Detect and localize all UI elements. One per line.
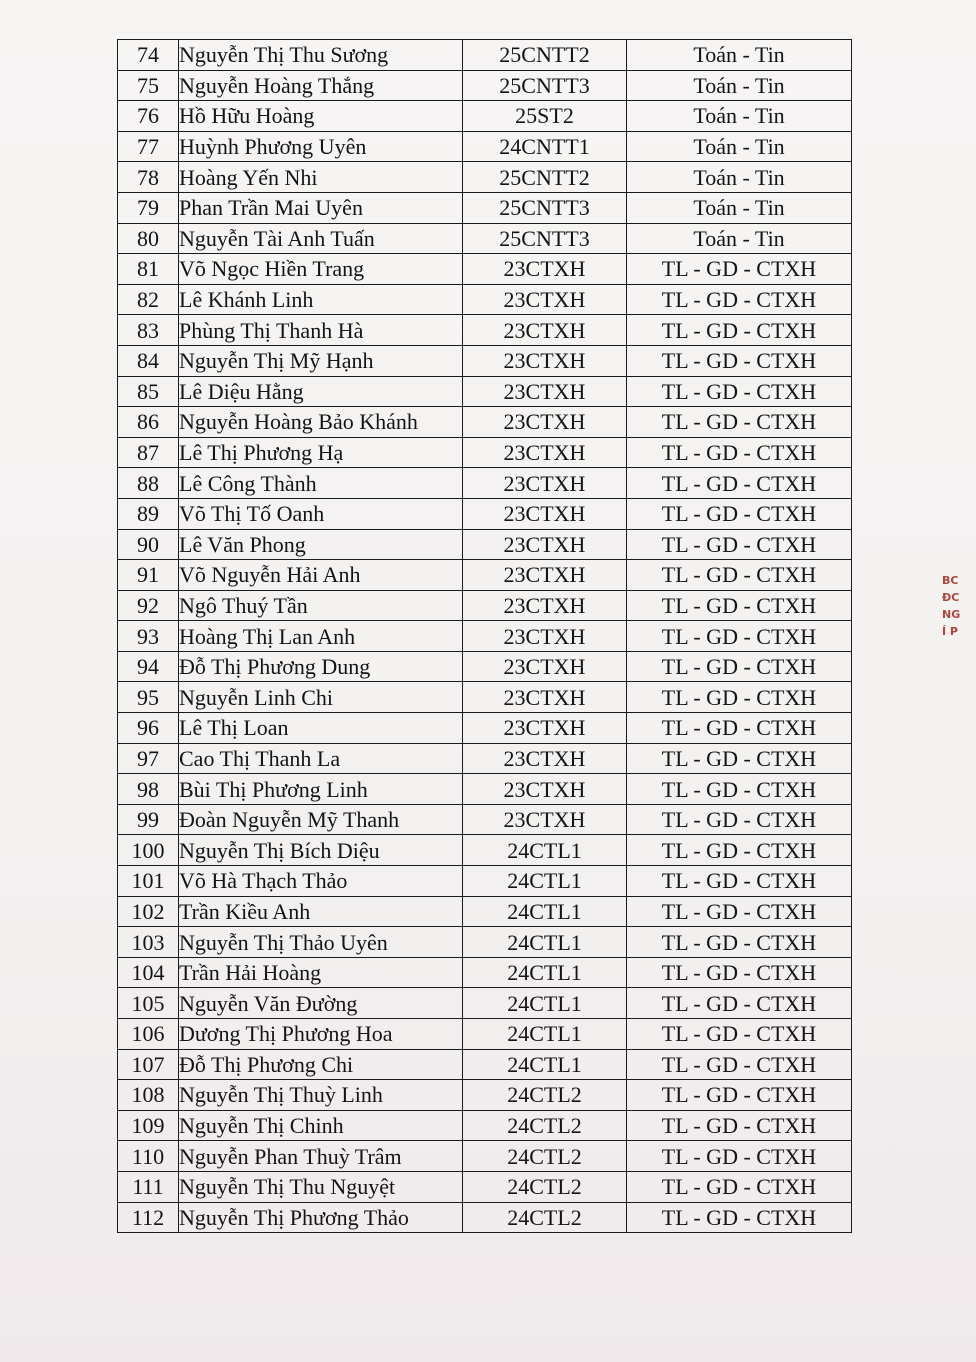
stt-cell: 104 (118, 957, 179, 988)
major-cell: TL - GD - CTXH (627, 621, 852, 652)
table-row (118, 407, 852, 438)
name-cell: Lê Khánh Linh (179, 284, 463, 315)
table-row (118, 345, 852, 376)
table-row (118, 529, 852, 560)
stt-cell: 82 (118, 284, 179, 315)
major-cell: Toán - Tin (627, 101, 852, 132)
class-cell: 24CTL2 (463, 1141, 627, 1172)
stt-cell: 80 (118, 223, 179, 254)
name-cell: Ngô Thuý Tần (179, 590, 463, 621)
table-row (118, 896, 852, 927)
table-row (118, 162, 852, 193)
stt-cell: 89 (118, 498, 179, 529)
major-cell: TL - GD - CTXH (627, 804, 852, 835)
stt-cell: 99 (118, 804, 179, 835)
major-cell: TL - GD - CTXH (627, 835, 852, 866)
major-cell: TL - GD - CTXH (627, 957, 852, 988)
major-cell: TL - GD - CTXH (627, 560, 852, 591)
table-row (118, 835, 852, 866)
stt-cell: 105 (118, 988, 179, 1019)
stt-cell: 92 (118, 590, 179, 621)
table-row (118, 101, 852, 132)
class-cell: 24CTL1 (463, 988, 627, 1019)
stt-cell: 94 (118, 651, 179, 682)
major-cell: TL - GD - CTXH (627, 1171, 852, 1202)
table-row (118, 866, 852, 897)
name-cell: Nguyễn Thị Mỹ Hạnh (179, 345, 463, 376)
class-cell: 23CTXH (463, 713, 627, 744)
stt-cell: 76 (118, 101, 179, 132)
stt-cell: 74 (118, 40, 179, 71)
class-cell: 24CTL1 (463, 896, 627, 927)
stt-cell: 106 (118, 1019, 179, 1050)
table-row (118, 192, 852, 223)
stt-cell: 86 (118, 407, 179, 438)
class-cell: 25CNTT2 (463, 40, 627, 71)
major-cell: TL - GD - CTXH (627, 1202, 852, 1233)
name-cell: Nguyễn Thị Thuỳ Linh (179, 1080, 463, 1111)
class-cell: 24CTL2 (463, 1080, 627, 1111)
class-cell: 23CTXH (463, 804, 627, 835)
stt-cell: 83 (118, 315, 179, 346)
table-row (118, 1171, 852, 1202)
name-cell: Nguyễn Thị Thu Sương (179, 40, 463, 71)
class-cell: 23CTXH (463, 774, 627, 805)
major-cell: TL - GD - CTXH (627, 651, 852, 682)
table-row (118, 713, 852, 744)
name-cell: Lê Thị Loan (179, 713, 463, 744)
name-cell: Lê Văn Phong (179, 529, 463, 560)
stt-cell: 79 (118, 192, 179, 223)
stt-cell: 90 (118, 529, 179, 560)
class-cell: 24CTL1 (463, 1019, 627, 1050)
major-cell: TL - GD - CTXH (627, 254, 852, 285)
stt-cell: 93 (118, 621, 179, 652)
table-row (118, 1080, 852, 1111)
class-cell: 24CTL1 (463, 957, 627, 988)
class-cell: 23CTXH (463, 529, 627, 560)
name-cell: Trần Kiều Anh (179, 896, 463, 927)
class-cell: 23CTXH (463, 590, 627, 621)
major-cell: TL - GD - CTXH (627, 927, 852, 958)
major-cell: TL - GD - CTXH (627, 529, 852, 560)
stt-cell: 85 (118, 376, 179, 407)
major-cell: Toán - Tin (627, 192, 852, 223)
major-cell: TL - GD - CTXH (627, 713, 852, 744)
name-cell: Nguyễn Thị Chinh (179, 1110, 463, 1141)
class-cell: 24CTL1 (463, 866, 627, 897)
table-row (118, 284, 852, 315)
table-row (118, 40, 852, 71)
name-cell: Lê Diệu Hằng (179, 376, 463, 407)
class-cell: 23CTXH (463, 468, 627, 499)
stt-cell: 110 (118, 1141, 179, 1172)
stt-cell: 97 (118, 743, 179, 774)
name-cell: Hồ Hữu Hoàng (179, 101, 463, 132)
stt-cell: 111 (118, 1171, 179, 1202)
major-cell: TL - GD - CTXH (627, 345, 852, 376)
major-cell: TL - GD - CTXH (627, 468, 852, 499)
table-row (118, 682, 852, 713)
student-table-body (118, 40, 852, 1233)
name-cell: Đỗ Thị Phương Chi (179, 1049, 463, 1080)
class-cell: 25CNTT2 (463, 162, 627, 193)
major-cell: Toán - Tin (627, 162, 852, 193)
name-cell: Phan Trần Mai Uyên (179, 192, 463, 223)
class-cell: 24CTL1 (463, 927, 627, 958)
class-cell: 23CTXH (463, 682, 627, 713)
table-row (118, 1019, 852, 1050)
major-cell: TL - GD - CTXH (627, 437, 852, 468)
major-cell: TL - GD - CTXH (627, 896, 852, 927)
major-cell: TL - GD - CTXH (627, 376, 852, 407)
stt-cell: 101 (118, 866, 179, 897)
class-cell: 23CTXH (463, 560, 627, 591)
table-row (118, 254, 852, 285)
stt-cell: 108 (118, 1080, 179, 1111)
table-row (118, 223, 852, 254)
name-cell: Đoàn Nguyễn Mỹ Thanh (179, 804, 463, 835)
class-cell: 24CNTT1 (463, 131, 627, 162)
major-cell: TL - GD - CTXH (627, 590, 852, 621)
table-row (118, 1202, 852, 1233)
major-cell: TL - GD - CTXH (627, 1141, 852, 1172)
name-cell: Võ Thị Tố Oanh (179, 498, 463, 529)
table-row (118, 315, 852, 346)
stt-cell: 112 (118, 1202, 179, 1233)
student-table (117, 39, 852, 1233)
name-cell: Dương Thị Phương Hoa (179, 1019, 463, 1050)
class-cell: 25CNTT3 (463, 70, 627, 101)
name-cell: Bùi Thị Phương Linh (179, 774, 463, 805)
name-cell: Nguyễn Phan Thuỳ Trâm (179, 1141, 463, 1172)
table-row (118, 743, 852, 774)
name-cell: Võ Ngọc Hiền Trang (179, 254, 463, 285)
class-cell: 25CNTT3 (463, 223, 627, 254)
stt-cell: 91 (118, 560, 179, 591)
major-cell: TL - GD - CTXH (627, 1019, 852, 1050)
class-cell: 25ST2 (463, 101, 627, 132)
name-cell: Nguyễn Thị Phương Thảo (179, 1202, 463, 1233)
stt-cell: 77 (118, 131, 179, 162)
class-cell: 23CTXH (463, 254, 627, 285)
class-cell: 23CTXH (463, 284, 627, 315)
major-cell: TL - GD - CTXH (627, 1110, 852, 1141)
stt-cell: 102 (118, 896, 179, 927)
class-cell: 23CTXH (463, 743, 627, 774)
name-cell: Lê Thị Phương Hạ (179, 437, 463, 468)
stamp-fragment-line: Í P (942, 625, 958, 638)
name-cell: Nguyễn Thị Bích Diệu (179, 835, 463, 866)
class-cell: 24CTL1 (463, 835, 627, 866)
major-cell: TL - GD - CTXH (627, 774, 852, 805)
table-row (118, 774, 852, 805)
stt-cell: 78 (118, 162, 179, 193)
table-row (118, 988, 852, 1019)
table-row (118, 131, 852, 162)
major-cell: TL - GD - CTXH (627, 866, 852, 897)
stamp-fragment-line: ĐC (942, 591, 960, 604)
major-cell: Toán - Tin (627, 40, 852, 71)
stt-cell: 95 (118, 682, 179, 713)
stt-cell: 87 (118, 437, 179, 468)
major-cell: Toán - Tin (627, 70, 852, 101)
stamp-fragment-line: BC (942, 574, 959, 587)
class-cell: 24CTL2 (463, 1171, 627, 1202)
class-cell: 23CTXH (463, 376, 627, 407)
table-row (118, 437, 852, 468)
name-cell: Nguyễn Văn Đường (179, 988, 463, 1019)
class-cell: 24CTL2 (463, 1202, 627, 1233)
table-row (118, 376, 852, 407)
major-cell: TL - GD - CTXH (627, 284, 852, 315)
major-cell: Toán - Tin (627, 131, 852, 162)
table-row (118, 651, 852, 682)
major-cell: TL - GD - CTXH (627, 407, 852, 438)
name-cell: Võ Hà Thạch Thảo (179, 866, 463, 897)
class-cell: 24CTL2 (463, 1110, 627, 1141)
name-cell: Nguyễn Thị Thu Nguyệt (179, 1171, 463, 1202)
table-row (118, 1110, 852, 1141)
name-cell: Lê Công Thành (179, 468, 463, 499)
major-cell: TL - GD - CTXH (627, 1049, 852, 1080)
major-cell: TL - GD - CTXH (627, 988, 852, 1019)
name-cell: Phùng Thị Thanh Hà (179, 315, 463, 346)
table-row (118, 70, 852, 101)
major-cell: TL - GD - CTXH (627, 682, 852, 713)
class-cell: 23CTXH (463, 621, 627, 652)
name-cell: Nguyễn Tài Anh Tuấn (179, 223, 463, 254)
name-cell: Hoàng Thị Lan Anh (179, 621, 463, 652)
stt-cell: 100 (118, 835, 179, 866)
stt-cell: 103 (118, 927, 179, 958)
stamp-fragment-line: NG (942, 608, 961, 621)
stt-cell: 81 (118, 254, 179, 285)
table-row (118, 1141, 852, 1172)
class-cell: 23CTXH (463, 315, 627, 346)
name-cell: Trần Hải Hoàng (179, 957, 463, 988)
class-cell: 24CTL1 (463, 1049, 627, 1080)
class-cell: 23CTXH (463, 437, 627, 468)
stt-cell: 75 (118, 70, 179, 101)
table-row (118, 468, 852, 499)
name-cell: Nguyễn Linh Chi (179, 682, 463, 713)
name-cell: Huỳnh Phương Uyên (179, 131, 463, 162)
table-row (118, 590, 852, 621)
class-cell: 25CNTT3 (463, 192, 627, 223)
stt-cell: 84 (118, 345, 179, 376)
class-cell: 23CTXH (463, 498, 627, 529)
name-cell: Đỗ Thị Phương Dung (179, 651, 463, 682)
major-cell: TL - GD - CTXH (627, 315, 852, 346)
major-cell: TL - GD - CTXH (627, 1080, 852, 1111)
major-cell: TL - GD - CTXH (627, 498, 852, 529)
name-cell: Hoàng Yến Nhi (179, 162, 463, 193)
name-cell: Cao Thị Thanh La (179, 743, 463, 774)
major-cell: Toán - Tin (627, 223, 852, 254)
table-row (118, 927, 852, 958)
major-cell: TL - GD - CTXH (627, 743, 852, 774)
stt-cell: 109 (118, 1110, 179, 1141)
class-cell: 23CTXH (463, 345, 627, 376)
table-row (118, 498, 852, 529)
name-cell: Nguyễn Thị Thảo Uyên (179, 927, 463, 958)
stamp-fragment (942, 572, 976, 722)
class-cell: 23CTXH (463, 651, 627, 682)
stt-cell: 88 (118, 468, 179, 499)
class-cell: 23CTXH (463, 407, 627, 438)
stt-cell: 107 (118, 1049, 179, 1080)
name-cell: Nguyễn Hoàng Bảo Khánh (179, 407, 463, 438)
table-row (118, 560, 852, 591)
table-row (118, 621, 852, 652)
table-row (118, 957, 852, 988)
table-row (118, 804, 852, 835)
name-cell: Nguyễn Hoàng Thắng (179, 70, 463, 101)
stt-cell: 98 (118, 774, 179, 805)
stt-cell: 96 (118, 713, 179, 744)
name-cell: Võ Nguyễn Hải Anh (179, 560, 463, 591)
table-row (118, 1049, 852, 1080)
